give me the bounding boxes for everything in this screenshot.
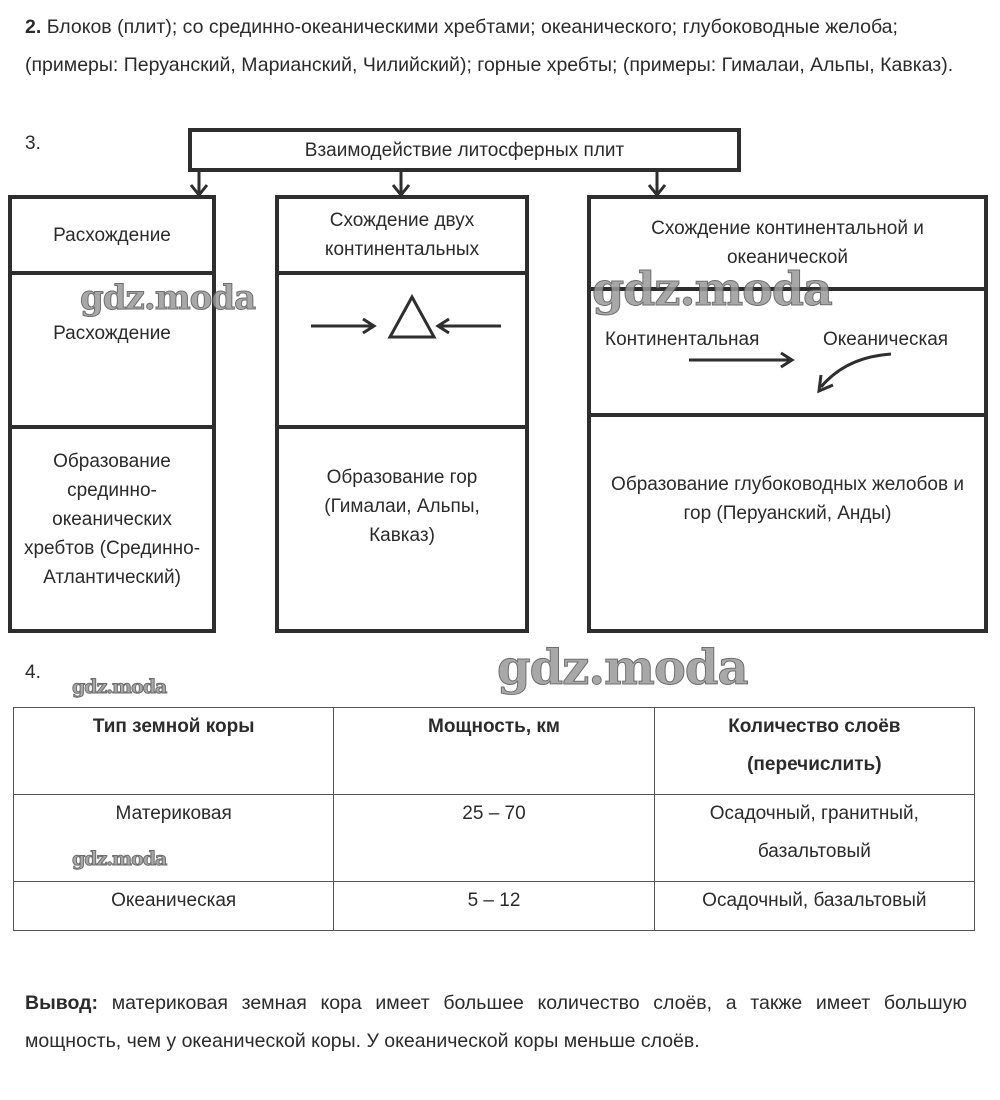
continental-plate-label: Континентальная [605,329,760,350]
table-row [14,882,975,931]
cell-layers: Осадочный, гранитный, базальтовый [654,795,974,882]
column-continental-oceanic-result: Образование глубоководных желобов и гор (Перуанский, Анды) [611,474,964,524]
column-divergence-diagram-label: Расхождение [53,323,171,344]
subduction-arrows-icon [591,349,984,409]
section-2-paragraph [25,8,965,84]
column-continental-convergence-title: Схождение двух континентальных [324,210,480,260]
header-thickness: Мощность, км [334,708,654,795]
section-4-number: 4. [25,662,41,683]
column-divergence-result: Образование срединно-океанических хребтов (Срединно-Атлантический) [23,450,201,588]
converging-arrows-triangle-icon [279,275,525,425]
column-continental-oceanic-title: Схождение континентальной и океанической [651,218,924,268]
watermark-logo: gdz.moda [72,676,167,698]
cell-crust-type: Материковая [14,795,334,882]
section-2-number: 2. [25,16,42,38]
watermark-logo: gdz.moda [592,262,832,316]
conclusion-text: материковая земная кора имеет большее количество слоёв, а также имеет большую мощность, чем у океанической коры. У океанической коры меньше слоёв. [25,992,967,1052]
header-crust-type: Тип земной коры [14,708,334,795]
column-divergence [8,195,216,633]
section-3-number: 3. [25,133,41,154]
cell-thickness: 25 – 70 [334,795,654,882]
root-node [188,128,741,172]
cell-layers: Осадочный, базальтовый [654,882,974,931]
column-divergence-title: Расхождение [53,224,171,246]
watermark-logo: gdz.moda [497,640,748,696]
watermark-logo: gdz.moda [80,278,256,318]
root-node-label: Взаимодействие литосферных плит [304,139,625,161]
cell-crust-type: Океаническая [14,882,334,931]
oceanic-plate-label: Океаническая [823,329,949,350]
conclusion-label: Вывод: [25,992,98,1014]
watermark-logo: gdz.moda [72,848,167,870]
header-layers: Количество слоёв (перечислить) [654,708,974,795]
cell-thickness: 5 – 12 [334,882,654,931]
column-continental-convergence [275,195,529,633]
table-header-row [14,708,975,795]
column-continental-convergence-result: Образование гор (Гималаи, Альпы, Кавказ) [324,466,480,546]
crust-table [13,707,975,931]
section-2-text: Блоков (плит); со срединно-океаническими хребтами; океанического; глубоководные желоба; (примеры: Перуанский, Марианский, Чилийский); горные хребты; (примеры: Гималаи, Альпы, Кавказ). [25,16,954,76]
conclusion-paragraph [25,984,967,1060]
column-continental-oceanic-convergence [587,195,988,633]
